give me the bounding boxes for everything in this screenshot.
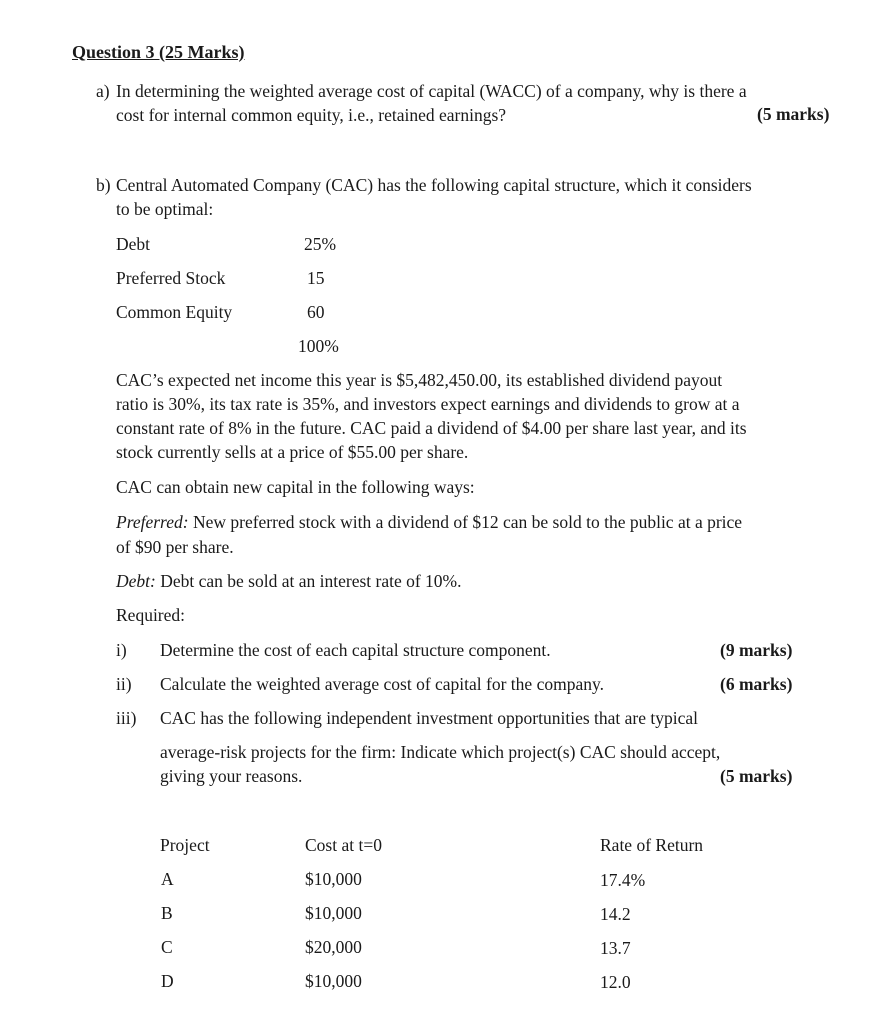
- table-row-c-cost: $20,000: [305, 937, 362, 957]
- table-row-a-rate: 17.4%: [600, 870, 646, 890]
- part-a-line2: cost for internal common equity, i.e., retained earnings?: [116, 105, 507, 125]
- para1-line2: ratio is 30%, its tax rate is 35%, and investors expect earnings and dividends to grow at a: [116, 394, 740, 414]
- part-a-line1: In determining the weighted average cost of capital (WACC) of a company, why is there a: [116, 81, 747, 101]
- req-iii-num: iii): [116, 708, 137, 728]
- req-iii-line3: giving your reasons.: [160, 766, 303, 786]
- part-a-marks: (5 marks): [757, 104, 830, 124]
- req-i-text: Determine the cost of each capital structure component.: [160, 640, 551, 660]
- req-ii-text: Calculate the weighted average cost of capital for the company.: [160, 674, 604, 694]
- structure-value-debt: 25%: [304, 234, 337, 254]
- req-iii-line1: CAC has the following independent investment opportunities that are typical: [160, 708, 699, 728]
- req-ii-marks: (6 marks): [720, 674, 793, 694]
- table-row-a-cost: $10,000: [305, 869, 362, 889]
- structure-total: 100%: [298, 336, 339, 356]
- table-row-a-project: A: [161, 869, 174, 889]
- table-row-d-cost: $10,000: [305, 971, 362, 991]
- part-b-prefix: b): [96, 175, 111, 195]
- part-a-prefix: a): [96, 81, 110, 101]
- question-title: Question 3 (25 Marks): [72, 42, 245, 62]
- debt-text: Debt can be sold at an interest rate of 10%.: [155, 571, 462, 591]
- table-row-d-rate: 12.0: [600, 972, 631, 992]
- req-i-num: i): [116, 640, 127, 660]
- preferred-line1: [116, 511, 742, 534]
- table-row-c-rate: 13.7: [600, 938, 631, 958]
- table-header-rate: Rate of Return: [600, 835, 704, 855]
- part-b-line2: to be optimal:: [116, 199, 214, 219]
- preferred-text1: New preferred stock with a dividend of $12 can be sold to the public at a price: [188, 512, 743, 532]
- required-label: Required:: [116, 605, 186, 625]
- para1-line3: constant rate of 8% in the future. CAC paid a dividend of $4.00 per share last year, and its: [116, 418, 747, 438]
- req-i-marks: (9 marks): [720, 640, 793, 660]
- table-row-b-cost: $10,000: [305, 903, 362, 923]
- structure-label-debt: Debt: [116, 234, 151, 254]
- req-ii-num: ii): [116, 674, 132, 694]
- para1-line4: stock currently sells at a price of $55.00 per share.: [116, 442, 469, 462]
- debt-line: [116, 570, 462, 593]
- table-row-b-rate: 14.2: [600, 904, 631, 924]
- preferred-label: Preferred:: [116, 512, 189, 532]
- table-row-c-project: C: [161, 937, 173, 957]
- debt-label: Debt:: [116, 571, 156, 591]
- table-header-project: Project: [160, 835, 210, 855]
- preferred-line2: of $90 per share.: [116, 537, 234, 557]
- req-iii-marks: (5 marks): [720, 766, 793, 786]
- table-row-d-project: D: [161, 971, 174, 991]
- structure-value-common: 60: [307, 302, 325, 322]
- req-iii-line2: average-risk projects for the firm: Indicate which project(s) CAC should accept,: [160, 742, 721, 762]
- table-row-b-project: B: [161, 903, 173, 923]
- structure-value-preferred: 15: [307, 268, 325, 288]
- part-b-line1: Central Automated Company (CAC) has the following capital structure, which it considers: [116, 175, 752, 195]
- structure-label-common: Common Equity: [116, 302, 233, 322]
- structure-label-preferred: Preferred Stock: [116, 268, 226, 288]
- para2: CAC can obtain new capital in the following ways:: [116, 477, 475, 497]
- para1-line1: CAC’s expected net income this year is $5,482,450.00, its established dividend payout: [116, 370, 723, 390]
- table-header-cost: Cost at t=0: [305, 835, 382, 855]
